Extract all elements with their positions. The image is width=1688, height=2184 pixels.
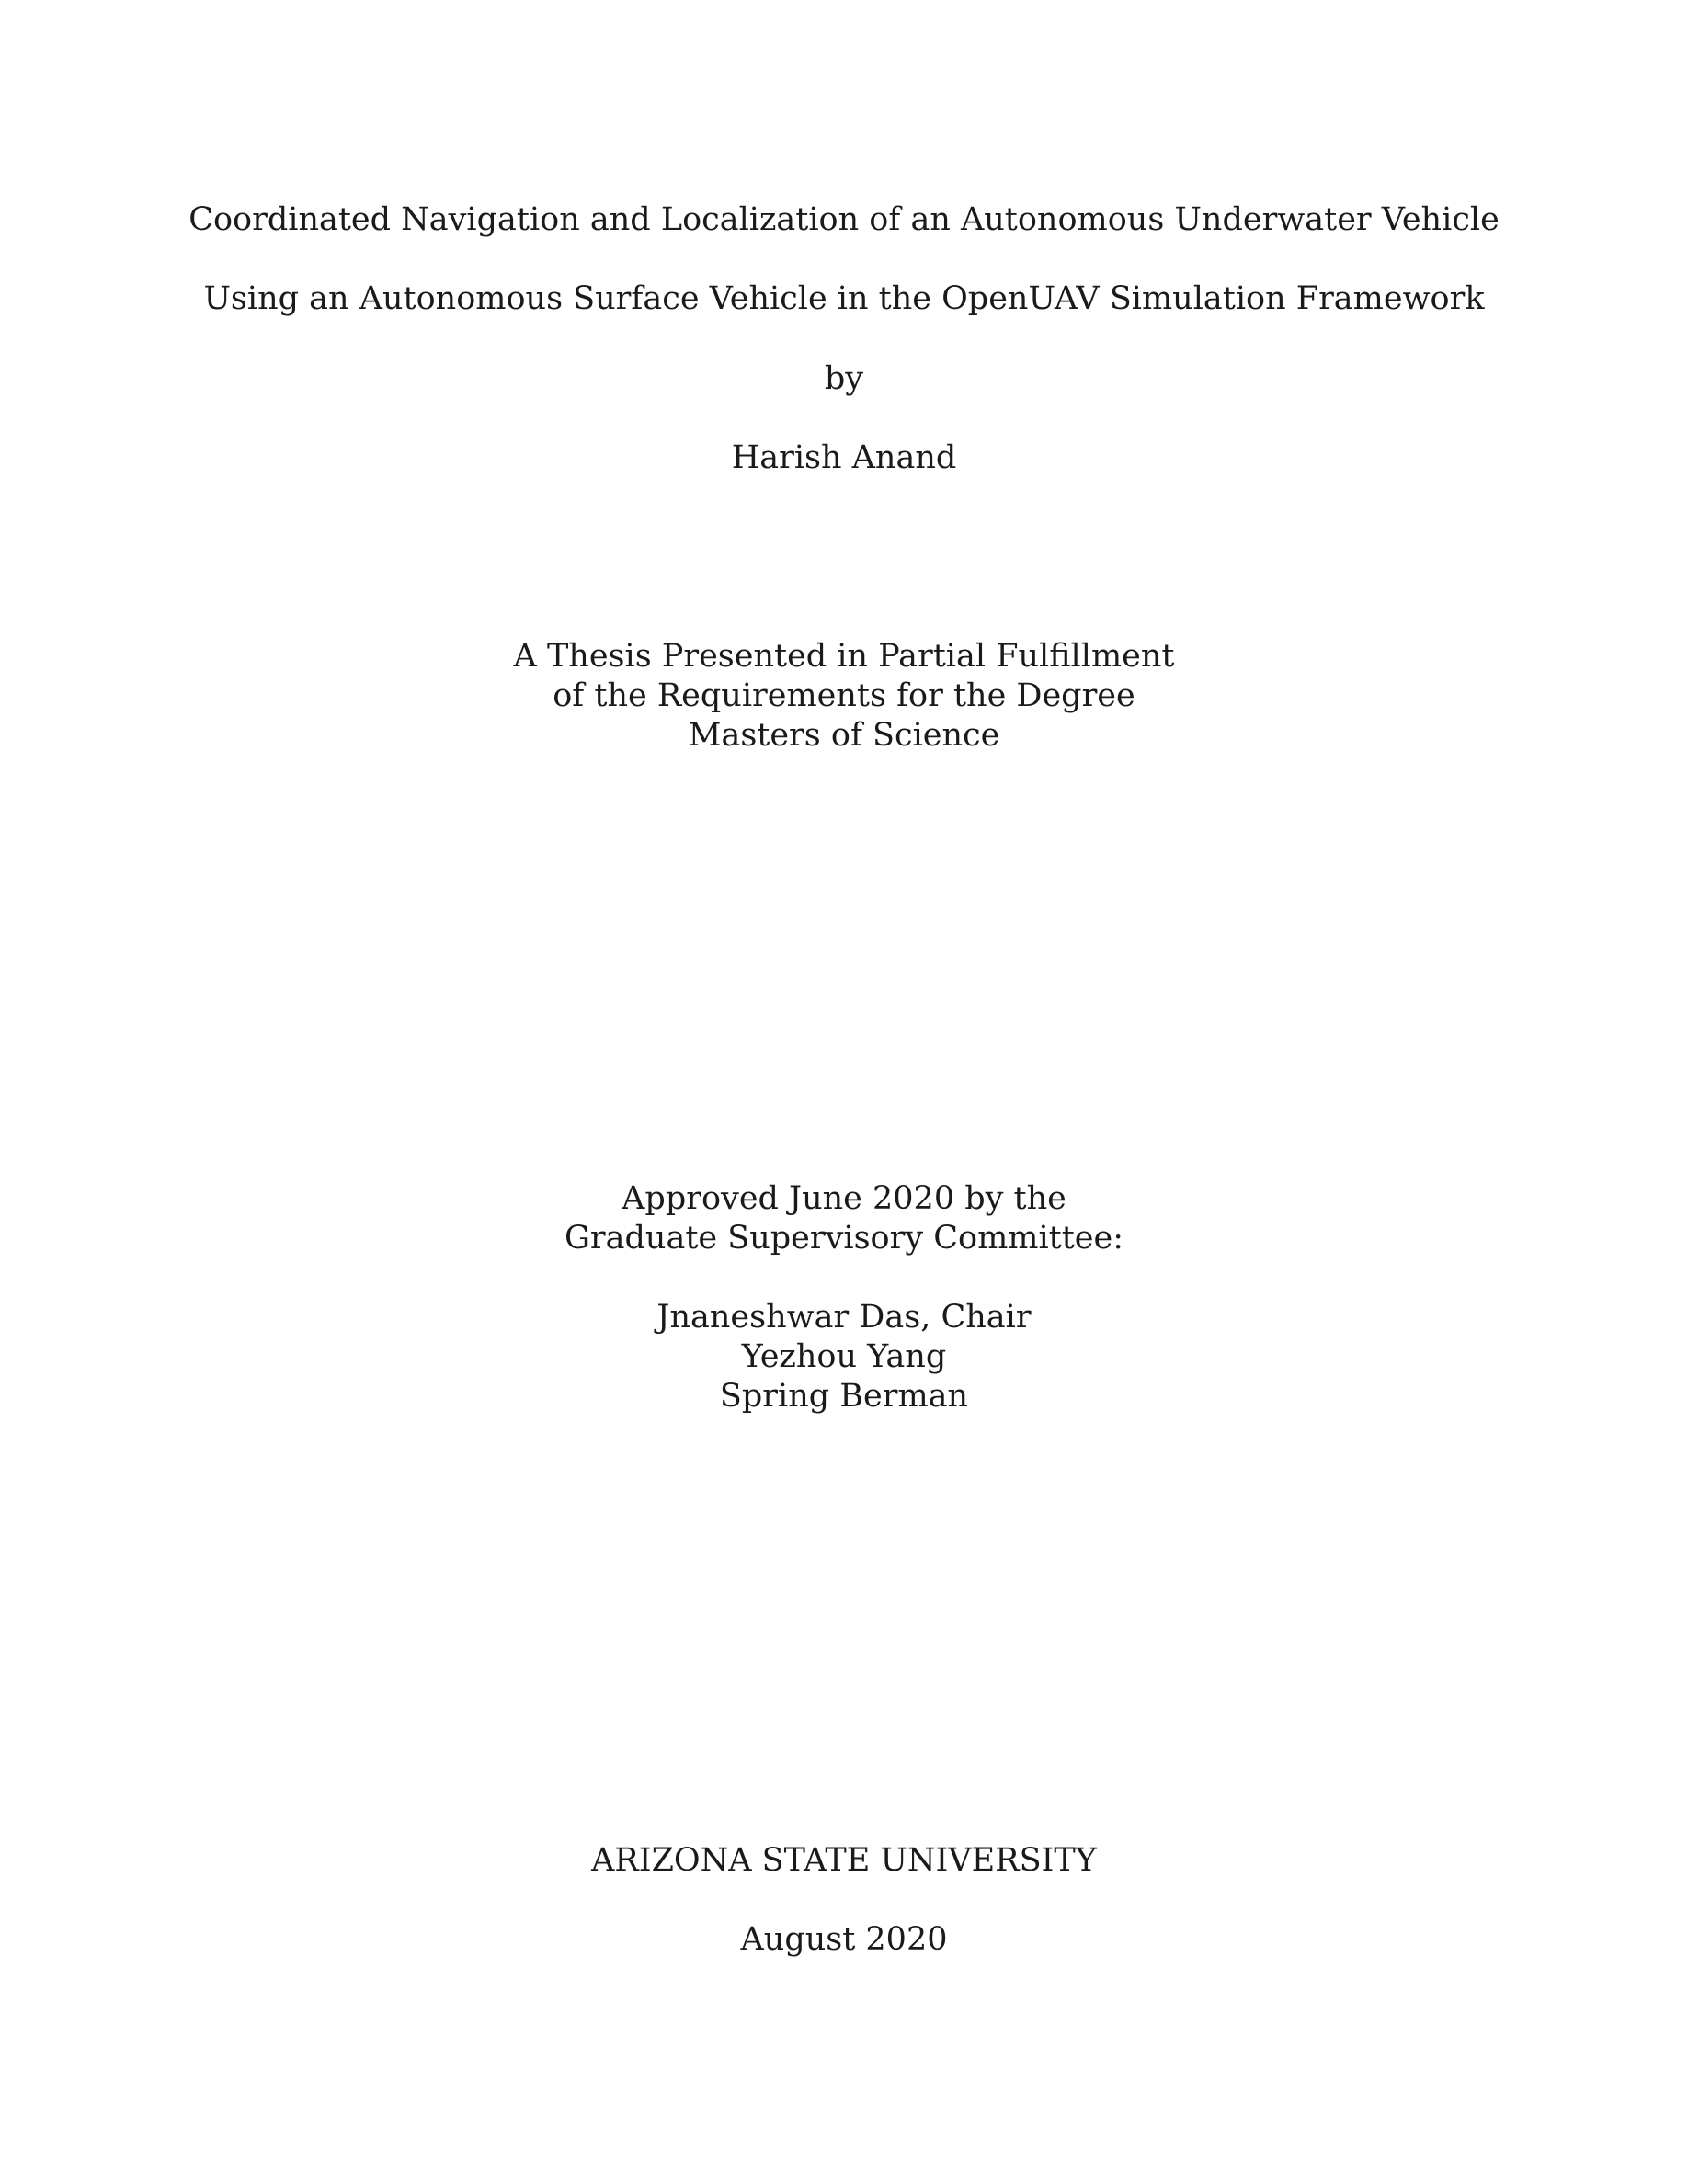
committee-member: Spring Berman bbox=[719, 1378, 969, 1415]
by-label: by bbox=[824, 360, 864, 397]
submission-date: August 2020 bbox=[740, 1921, 948, 1958]
title-line-2: Using an Autonomous Surface Vehicle in the OpenUAV Simulation Framework bbox=[203, 280, 1485, 317]
thesis-statement-line-1: A Thesis Presented in Partial Fulfillment bbox=[513, 638, 1175, 675]
committee-member-chair: Jnaneshwar Das, Chair bbox=[656, 1299, 1032, 1336]
thesis-statement-line-2: of the Requirements for the Degree bbox=[553, 677, 1135, 714]
committee-member: Yezhou Yang bbox=[741, 1338, 947, 1375]
approval-line-1: Approved June 2020 by the bbox=[622, 1180, 1066, 1217]
author-name: Harish Anand bbox=[731, 439, 957, 476]
approval-line-2: Graduate Supervisory Committee: bbox=[564, 1220, 1124, 1257]
degree-name: Masters of Science bbox=[688, 717, 1000, 754]
title-line-1: Coordinated Navigation and Localization of an Autonomous Underwater Vehicle bbox=[188, 201, 1500, 238]
university-name: ARIZONA STATE UNIVERSITY bbox=[591, 1842, 1097, 1879]
